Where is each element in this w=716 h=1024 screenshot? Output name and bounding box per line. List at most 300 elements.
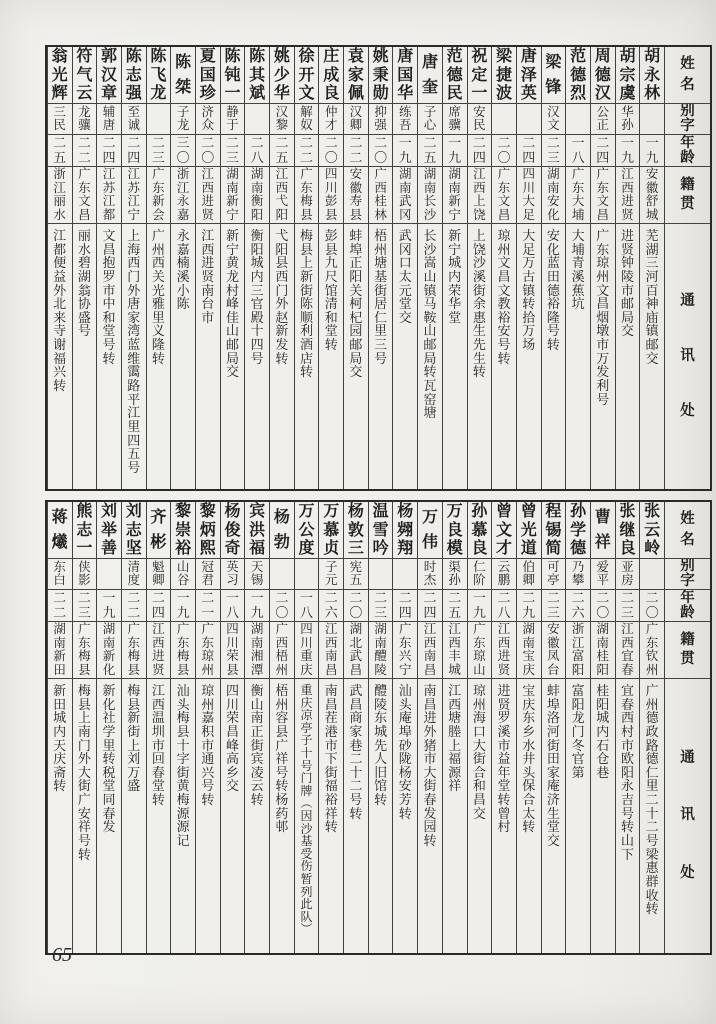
name-cell: 胡 宗 虞: [616, 47, 640, 104]
header-name-label: 姓 名: [665, 502, 710, 559]
person-column: [72, 502, 97, 953]
header-address-label: 通 讯 处: [680, 750, 695, 881]
roster-columns-lower: [47, 502, 710, 953]
native-cell: 广 东 文 昌: [73, 167, 97, 224]
courtesy-cell: [517, 104, 541, 135]
address-cell: 彭 县 九 尺 馆 清 和 堂 转: [324, 228, 338, 353]
name-cell: 孙 学 德: [566, 502, 590, 559]
native-cell: 广 东 梅 县: [73, 622, 97, 679]
name-cell: 陈 桀: [171, 47, 195, 104]
age-cell: 二 一: [196, 590, 220, 622]
address-cell: 醴 陵 东 城 先 人 旧 馆 转: [374, 683, 388, 808]
native-cell: 四 川 重 庆: [295, 622, 319, 679]
name-cell: 曾 光 道: [517, 502, 541, 559]
person-column: [639, 502, 664, 953]
person-column: [565, 47, 590, 489]
header-address-label: 通 讯 处: [680, 292, 695, 419]
person-column: [467, 502, 492, 953]
age-cell: 二 二: [48, 590, 72, 622]
person-column: [170, 502, 195, 953]
age-cell: 一 九: [468, 590, 492, 622]
name-cell: 祝 定 一: [468, 47, 492, 104]
person-column: [269, 47, 294, 489]
courtesy-cell: [270, 559, 294, 590]
name-cell: 万 公 度: [295, 502, 319, 559]
person-column: [72, 47, 97, 489]
header-courtesy-label: 别 字: [665, 559, 710, 590]
address-cell: 宝 庆 东 乡 水 井 头 保 合 太 转: [522, 683, 536, 835]
native-cell: 江 西 进 贤: [147, 622, 171, 679]
courtesy-cell: 亚 房: [616, 559, 640, 590]
address-cell: 江 西 进 贤 南 台 市: [201, 228, 215, 325]
address-cell: 进 贤 钟 陵 市 邮 局 交: [620, 228, 634, 339]
person-column: [318, 502, 343, 953]
courtesy-cell: 安 民: [468, 104, 492, 135]
person-column: [96, 47, 121, 489]
name-cell: 宾 洪 福: [245, 502, 269, 559]
name-cell: 陈 飞 龙: [147, 47, 171, 104]
address-cell: 武 冈 口 太 元 堂 交: [398, 228, 412, 325]
courtesy-cell: 云 鹏: [492, 559, 516, 590]
age-cell: 一 九: [171, 590, 195, 622]
courtesy-cell: 渠 孙: [443, 559, 467, 590]
name-cell: 唐 国 华: [393, 47, 417, 104]
person-column: [318, 47, 343, 489]
name-cell: 庄 成 良: [319, 47, 343, 104]
person-column: [121, 502, 146, 953]
address-cell: 江 西 温 圳 市 回 春 堂 转: [151, 683, 165, 808]
age-cell: 二 四: [147, 590, 171, 622]
name-cell: 唐 泽 英: [517, 47, 541, 104]
native-cell: 江 西 进 贤: [616, 167, 640, 224]
courtesy-cell: 静 于: [221, 104, 245, 135]
native-cell: 湖 南 桂 阳: [591, 622, 615, 679]
native-cell: 湖 南 宝 庆: [517, 622, 541, 679]
name-cell: 翁 光 辉: [48, 47, 72, 104]
name-cell: 杨 翙 翔: [393, 502, 417, 559]
courtesy-cell: 可 亭: [542, 559, 566, 590]
courtesy-cell: 东 白: [48, 559, 72, 590]
name-cell: 温 雪 吟: [369, 502, 393, 559]
native-cell: 广 东 钦 州: [640, 622, 664, 679]
native-cell: 江 西 进 贤: [492, 622, 516, 679]
native-cell: 湖 北 武 昌: [344, 622, 368, 679]
name-cell: 蒋 爔: [48, 502, 72, 559]
address-cell: 进 贤 罗 溪 市 益 年 堂 转 曾 村: [497, 683, 511, 835]
courtesy-cell: 龙 骧: [73, 104, 97, 135]
address-cell: 弋 阳 县 西 门 外 赵 新 发 转: [275, 228, 289, 366]
native-cell: 四 川 大 足: [517, 167, 541, 224]
courtesy-cell: 子 心: [418, 104, 442, 135]
courtesy-cell: [393, 559, 417, 590]
person-column: [590, 47, 615, 489]
courtesy-cell: 汉 卿: [344, 104, 368, 135]
address-cell: 蚌 埠 正 阳 关 柯 杞 园 邮 局 交: [349, 228, 363, 380]
native-cell: 广 东 文 昌: [492, 167, 516, 224]
native-cell: 江 苏 江 都: [97, 167, 121, 224]
age-cell: 二 三: [369, 590, 393, 622]
courtesy-cell: 席 骥: [443, 104, 467, 135]
native-cell: 湖 南 安 化: [542, 167, 566, 224]
native-cell: 安 徽 舒 城: [640, 167, 664, 224]
courtesy-cell: 冠 君: [196, 559, 220, 590]
native-cell: 浙 江 富 阳: [566, 622, 590, 679]
person-column: [195, 502, 220, 953]
address-cell: 芜 湖 三 河 百 神 庙 镇 邮 交: [645, 228, 659, 366]
native-cell: 江 西 上 饶: [468, 167, 492, 224]
name-cell: 杨 敦 三: [344, 502, 368, 559]
name-cell: 夏 国 珍: [196, 47, 220, 104]
person-column: [343, 502, 368, 953]
age-cell: 二 五: [270, 135, 294, 167]
address-cell: 新 田 城 内 天 庆 斋 转: [53, 683, 67, 794]
native-cell: 湖 南 醴 陵: [369, 622, 393, 679]
address-cell: 新 宁 黄 龙 村 峰 佳 山 邮 局 交: [225, 228, 239, 380]
age-cell: 一 八: [295, 590, 319, 622]
person-column: [491, 47, 516, 489]
native-cell: 湖 南 衡 阳: [245, 167, 269, 224]
age-cell: 二 四: [97, 135, 121, 167]
courtesy-cell: 至 诚: [122, 104, 146, 135]
person-column: [541, 47, 566, 489]
person-column: [392, 502, 417, 953]
name-cell: 曹 祥: [591, 502, 615, 559]
courtesy-cell: 爱 平: [591, 559, 615, 590]
courtesy-cell: 抑 强: [369, 104, 393, 135]
courtesy-cell: 辅 唐: [97, 104, 121, 135]
address-cell: 大 埔 青 溪 蕉 坑: [571, 228, 585, 312]
address-cell: 大 足 万 古 镇 转 拾 万 场: [522, 228, 536, 353]
native-cell: 广 东 琼 山: [468, 622, 492, 679]
age-cell: 二 〇: [319, 135, 343, 167]
native-cell: 广 东 文 昌: [591, 167, 615, 224]
age-cell: 二 五: [418, 135, 442, 167]
address-cell: 江 西 塘 塍 上 福 源 祥: [448, 683, 462, 794]
courtesy-cell: 清 度: [122, 559, 146, 590]
name-cell: 张 云 岭: [640, 502, 664, 559]
age-cell: 一 九: [616, 135, 640, 167]
address-cell: 梧 州 容 县 广 祥 号 转 杨 药 邨: [275, 683, 289, 835]
person-column: [244, 502, 269, 953]
age-cell: 二 二: [295, 135, 319, 167]
name-cell: 黎 炳 熙: [196, 502, 220, 559]
courtesy-cell: 华 孙: [616, 104, 640, 135]
person-column: [47, 47, 72, 489]
address-cell: 永 嘉 楠 溪 小 陈: [176, 228, 190, 312]
header-native-label: 籍 贯: [665, 167, 710, 224]
age-cell: 二 〇: [344, 590, 368, 622]
person-column: [541, 502, 566, 953]
name-cell: 程 锡 简: [542, 502, 566, 559]
native-cell: 安 徽 寿 县: [344, 167, 368, 224]
address-cell: 四 川 荣 昌 峰 高 乡 交: [225, 683, 239, 794]
address-cell: 汕 头 梅 县 十 字 街 黄 梅 源 源 记: [176, 683, 190, 849]
person-column: [343, 47, 368, 489]
courtesy-cell: [640, 559, 664, 590]
person-column: [516, 47, 541, 489]
native-cell: 江 西 南 昌: [319, 622, 343, 679]
name-cell: 万 慕 贞: [319, 502, 343, 559]
address-cell: 富 阳 龙 门 冬 官 第: [571, 683, 585, 780]
person-column: [491, 502, 516, 953]
courtesy-cell: 天 锡: [245, 559, 269, 590]
address-cell: 丽 水 碧 湖 翁 协 盛 号: [77, 228, 91, 339]
age-cell: 二 三: [616, 590, 640, 622]
native-cell: 广 东 兴 宁: [393, 622, 417, 679]
courtesy-cell: 宪 五: [344, 559, 368, 590]
roster-table-lower: [45, 500, 712, 955]
person-column: [590, 502, 615, 953]
person-column: [442, 47, 467, 489]
courtesy-cell: 侠 影: [73, 559, 97, 590]
age-cell: 二 二: [73, 135, 97, 167]
age-cell: 三 〇: [171, 135, 195, 167]
person-column: [244, 47, 269, 489]
person-column: [417, 502, 442, 953]
native-cell: 广 西 桂 林: [369, 167, 393, 224]
name-cell: 万 良 模: [443, 502, 467, 559]
header-column: [664, 502, 710, 953]
name-cell: 齐 彬: [147, 502, 171, 559]
name-cell: 姚 少 华: [270, 47, 294, 104]
person-column: [170, 47, 195, 489]
address-cell: 广 州 西 关 光 雅 里 义 隆 转: [151, 228, 165, 366]
courtesy-cell: 仁 阶: [468, 559, 492, 590]
person-column: [392, 47, 417, 489]
person-column: [368, 502, 393, 953]
name-cell: 刘 志 坚: [122, 502, 146, 559]
age-cell: 二 九: [517, 590, 541, 622]
age-cell: 二 八: [492, 590, 516, 622]
native-cell: 湖 南 湘 潭: [245, 622, 269, 679]
courtesy-cell: 公 正: [591, 104, 615, 135]
roster-table-upper: [45, 45, 712, 491]
native-cell: 浙 江 丽 水: [48, 167, 72, 224]
courtesy-cell: 英 习: [221, 559, 245, 590]
person-column: [294, 502, 319, 953]
address-cell: 广 州 德 政 路 德 仁 里 二 十 二 号 梁 惠 群 收 转: [645, 683, 659, 917]
address-cell: 南 昌 进 外 猪 市 大 街 春 发 园 转: [423, 683, 437, 849]
person-column: [121, 47, 146, 489]
address-cell: 重 庆 凉 亭 子 十 号 门 牌 ︵ 因 沙 基 受 伤 暂 列 此 队 ︶: [300, 683, 313, 937]
roster-columns-upper: [47, 47, 710, 489]
name-cell: 张 继 良: [616, 502, 640, 559]
address-cell: 琼 州 海 口 大 街 合 和 昌 交: [472, 683, 486, 821]
person-column: [615, 47, 640, 489]
age-cell: 一 九: [443, 135, 467, 167]
name-cell: 孙 慕 良: [468, 502, 492, 559]
age-cell: 一 九: [393, 135, 417, 167]
name-cell: 刘 举 善: [97, 502, 121, 559]
native-cell: 湖 南 长 沙: [418, 167, 442, 224]
native-cell: 安 徽 凤 台: [542, 622, 566, 679]
address-cell: 琼 州 文 昌 文 教 裕 安 号 转: [497, 228, 511, 366]
native-cell: 广 东 新 会: [147, 167, 171, 224]
native-cell: 江 苏 江 宁: [122, 167, 146, 224]
age-cell: 二 六: [319, 590, 343, 622]
age-cell: 二 〇: [196, 135, 220, 167]
address-cell: 梅 县 上 新 街 陈 顺 利 酒 店 转: [300, 228, 314, 380]
age-cell: 一 九: [640, 135, 664, 167]
age-cell: 二 〇: [270, 590, 294, 622]
name-cell: 范 德 民: [443, 47, 467, 104]
native-cell: 江 西 南 昌: [418, 622, 442, 679]
person-column: [516, 502, 541, 953]
age-cell: 二 四: [591, 135, 615, 167]
person-column: [442, 502, 467, 953]
courtesy-cell: 济 众: [196, 104, 220, 135]
person-column: [467, 47, 492, 489]
name-cell: 符 气 云: [73, 47, 97, 104]
name-cell: 胡 永 林: [640, 47, 664, 104]
person-column: [220, 502, 245, 953]
courtesy-cell: 乃 攀: [566, 559, 590, 590]
courtesy-cell: 汉 文: [542, 104, 566, 135]
name-cell: 曾 文 才: [492, 502, 516, 559]
age-cell: 二 六: [566, 590, 590, 622]
address-cell: 衡 山 南 正 街 宾 凌 云 转: [250, 683, 264, 808]
person-column: [269, 502, 294, 953]
address-cell: 汕 头 庵 埠 砂 陇 杨 安 芳 转: [398, 683, 412, 821]
courtesy-cell: [640, 104, 664, 135]
name-cell: 陈 钝 一: [221, 47, 245, 104]
name-cell: 徐 开 文: [295, 47, 319, 104]
person-column: [417, 47, 442, 489]
age-cell: 二 〇: [640, 590, 664, 622]
courtesy-cell: 山 谷: [171, 559, 195, 590]
courtesy-cell: 汉 黎: [270, 104, 294, 135]
person-column: [220, 47, 245, 489]
age-cell: 二 三: [73, 590, 97, 622]
courtesy-cell: 魁 卿: [147, 559, 171, 590]
name-cell: 熊 志 一: [73, 502, 97, 559]
native-cell: 四 川 荣 县: [221, 622, 245, 679]
native-cell: 四 川 彭 县: [319, 167, 343, 224]
native-cell: 广 东 大 埔: [566, 167, 590, 224]
age-cell: 二 〇: [492, 135, 516, 167]
address-cell: 上 饶 沙 溪 街 余 惠 生 先 生 转: [472, 228, 486, 380]
native-cell: 广 东 梅 县: [171, 622, 195, 679]
header-column: [664, 47, 710, 489]
age-cell: 一 九: [97, 590, 121, 622]
person-column: [195, 47, 220, 489]
age-cell: 二 〇: [591, 590, 615, 622]
address-cell: 长 沙 嵩 山 镇 马 鞍 山 邮 局 转 瓦 窑 塘: [423, 228, 437, 421]
header-name-label: 姓 名: [665, 47, 710, 104]
age-cell: 二 〇: [369, 135, 393, 167]
person-column: [146, 47, 171, 489]
name-cell: 杨 俊 奇: [221, 502, 245, 559]
age-cell: 二 四: [393, 590, 417, 622]
name-cell: 袁 家 佩: [344, 47, 368, 104]
name-cell: 姚 秉 勋: [369, 47, 393, 104]
courtesy-cell: [492, 104, 516, 135]
name-cell: 郭 汉 章: [97, 47, 121, 104]
age-cell: 二 四: [122, 135, 146, 167]
native-cell: 湖 南 新 宁: [221, 167, 245, 224]
address-cell: 琼 州 嘉 积 市 通 兴 号 转: [201, 683, 215, 808]
person-column: [639, 47, 664, 489]
native-cell: 湖 南 武 冈: [393, 167, 417, 224]
address-cell: 梧 州 塘 基 街 居 仁 里 三 号: [374, 228, 388, 366]
header-age-label: 年 龄: [665, 135, 710, 167]
age-cell: 二 三: [221, 135, 245, 167]
address-cell: 梅 县 新 街 上 刘 万 盛: [127, 683, 141, 794]
address-cell: 桂 阳 城 内 石 仓 巷: [596, 683, 610, 780]
age-cell: 一 八: [221, 590, 245, 622]
header-age-label: 年 龄: [665, 590, 710, 622]
courtesy-cell: [295, 559, 319, 590]
age-cell: 二 五: [443, 590, 467, 622]
person-column: [96, 502, 121, 953]
age-cell: 二 二: [344, 135, 368, 167]
address-cell: 武 昌 商 家 巷 二 十 二 号 转: [349, 683, 363, 821]
person-column: [565, 502, 590, 953]
address-cell: 新 宁 城 内 荣 华 堂: [448, 228, 462, 325]
courtesy-cell: 子 龙: [171, 104, 195, 135]
name-cell: 陈 志 强: [122, 47, 146, 104]
native-cell: 江 西 弋 阳: [270, 167, 294, 224]
address-cell: 宜 春 西 村 市 欧 阳 永 吉 号 转 山 下: [620, 683, 634, 862]
name-cell: 万 伟: [418, 502, 442, 559]
page-number: 65: [52, 944, 72, 966]
native-cell: 江 西 宜 春: [616, 622, 640, 679]
address-cell: 南 昌 茬 港 市 下 街 福 裕 祥 转: [324, 683, 338, 835]
age-cell: 二 八: [245, 135, 269, 167]
courtesy-cell: 练 吾: [393, 104, 417, 135]
address-cell: 上 海 西 门 外 唐 家 湾 蓝 维 霭 路 平 江 里 四 五 号: [127, 228, 141, 475]
person-column: [294, 47, 319, 489]
courtesy-cell: 解 奴: [295, 104, 319, 135]
courtesy-cell: 子 元: [319, 559, 343, 590]
address-cell: 梅 县 上 南 门 外 大 街 广 安 祥 号 转: [77, 683, 91, 862]
name-cell: 梁 锋: [542, 47, 566, 104]
native-cell: 广 东 梅 县: [122, 622, 146, 679]
courtesy-cell: 三 民: [48, 104, 72, 135]
person-column: [47, 502, 72, 953]
age-cell: 二 四: [517, 135, 541, 167]
courtesy-cell: 伯 卿: [517, 559, 541, 590]
native-cell: 浙 江 永 嘉: [171, 167, 195, 224]
native-cell: 广 东 琼 州: [196, 622, 220, 679]
person-column: [368, 47, 393, 489]
address-cell: 蚌 埠 洛 河 街 田 家 庵 济 生 堂 交: [546, 683, 560, 849]
name-cell: 陈 其 斌: [245, 47, 269, 104]
address-cell: 广 东 琼 州 文 昌 烟 墩 市 万 发 利 号: [596, 228, 610, 407]
address-cell: 安 化 蓝 田 德 裕 隆 号 转: [546, 228, 560, 353]
native-cell: 广 西 梧 州: [270, 622, 294, 679]
address-cell: 新 化 社 学 里 转 税 堂 同 春 发: [102, 683, 116, 835]
native-cell: 湖 南 新 田: [48, 622, 72, 679]
courtesy-cell: [566, 104, 590, 135]
person-column: [615, 502, 640, 953]
native-cell: 湖 南 新 化: [97, 622, 121, 679]
age-cell: 二 三: [542, 590, 566, 622]
native-cell: 江 西 丰 城: [443, 622, 467, 679]
name-cell: 范 德 烈: [566, 47, 590, 104]
age-cell: 二 五: [48, 135, 72, 167]
name-cell: 杨 勃: [270, 502, 294, 559]
age-cell: 二 三: [147, 135, 171, 167]
name-cell: 唐 奎: [418, 47, 442, 104]
courtesy-cell: [147, 104, 171, 135]
age-cell: 二 三: [542, 135, 566, 167]
native-cell: 湖 南 新 宁: [443, 167, 467, 224]
native-cell: 江 西 进 贤: [196, 167, 220, 224]
person-column: [146, 502, 171, 953]
name-cell: 梁 捷 波: [492, 47, 516, 104]
native-cell: 广 东 梅 县: [295, 167, 319, 224]
